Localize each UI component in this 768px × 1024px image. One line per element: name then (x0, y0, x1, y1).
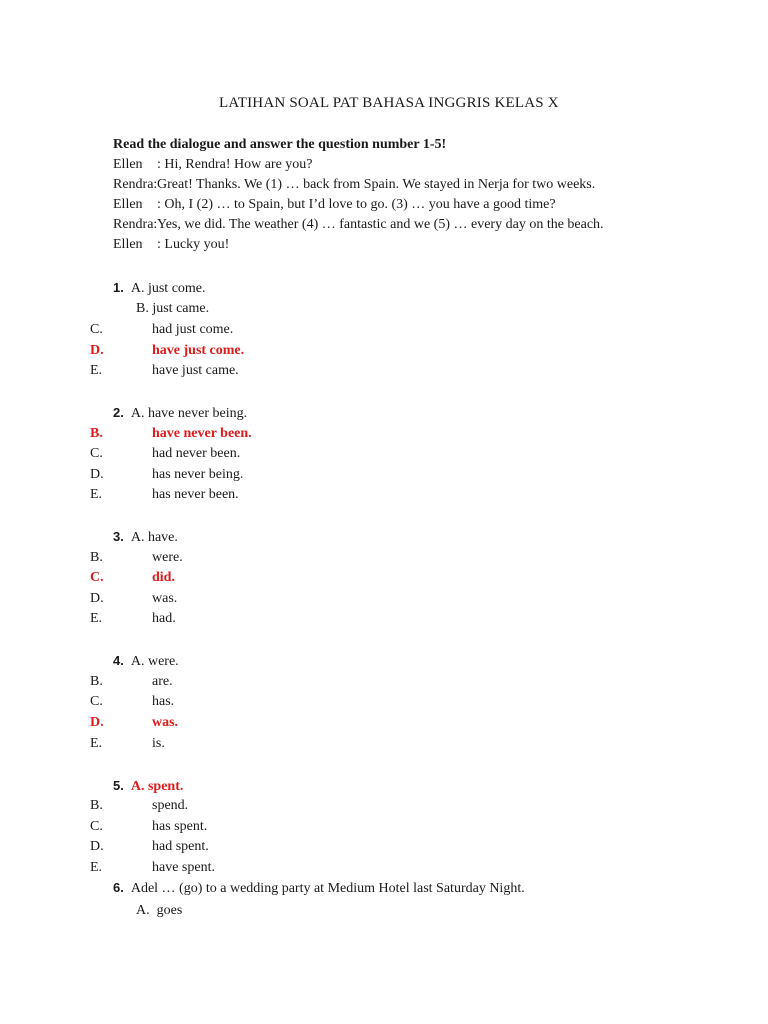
option-letter: B. (90, 798, 103, 813)
option-letter: A. (136, 903, 150, 918)
speaker: Rendra: (113, 177, 158, 192)
question-2 (113, 406, 247, 421)
option-text: is. (152, 736, 165, 751)
line-text: Yes, we did. The weather (4) … fantastic and we (5) … every day on the beach. (157, 217, 604, 232)
option-letter: E. (90, 363, 103, 378)
correct-option-text: did. (152, 570, 175, 585)
option (136, 904, 182, 918)
option-letter: E. (90, 736, 103, 751)
dialogue-line (113, 218, 604, 232)
question-number: 4. (113, 653, 124, 668)
option-letter: B. (136, 301, 149, 316)
dialogue-line (113, 238, 229, 252)
option-text: were. (152, 550, 183, 565)
correct-option-letter: D. (90, 715, 104, 730)
option-letter: D. (90, 839, 104, 854)
option-text: was. (152, 591, 178, 606)
option-text: had spent. (152, 839, 209, 854)
option-letter: A. (130, 530, 145, 545)
question-4 (113, 654, 179, 669)
correct-option-letter: D. (90, 343, 104, 358)
correct-option-letter: A. (130, 779, 145, 794)
speaker: Ellen (113, 197, 143, 212)
dialogue-line (113, 198, 556, 212)
option-text: had never been. (152, 446, 241, 461)
speaker: Ellen (113, 157, 143, 172)
option-text: just came. (152, 301, 210, 316)
line-text: : Lucky you! (157, 237, 230, 252)
question-stem: Adel … (go) to a wedding party at Medium Hotel last Saturday Night. (130, 881, 525, 896)
question-1 (113, 281, 206, 296)
line-text: Great! Thanks. We (1) … back from Spain. We stayed in Nerja for two weeks. (157, 177, 596, 192)
option-text: has spent. (152, 819, 208, 834)
option-text: have. (147, 530, 178, 545)
option-text: just come. (147, 281, 206, 296)
option-text: have never being. (147, 406, 248, 421)
correct-option-text: spent. (147, 779, 184, 794)
option-letter: D. (90, 591, 104, 606)
option-text: have spent. (152, 860, 215, 875)
option-letter: A. (130, 406, 145, 421)
correct-option-letter: C. (90, 570, 104, 585)
option-letter: B. (90, 674, 103, 689)
page-title: LATIHAN SOAL PAT BAHASA INGGRIS KELAS X (219, 95, 559, 111)
option (136, 302, 209, 316)
question-number: 2. (113, 405, 124, 420)
dialogue-line (113, 178, 595, 192)
correct-option-letter: B. (90, 426, 103, 441)
option-letter: A. (130, 654, 145, 669)
dialogue-line (113, 158, 313, 172)
option-text: were. (147, 654, 179, 669)
option-letter: C. (90, 322, 103, 337)
option-text: has never been. (152, 487, 239, 502)
option-letter: E. (90, 487, 103, 502)
option-letter: D. (90, 467, 104, 482)
option-text: goes (156, 903, 183, 918)
option-text: have just came. (152, 363, 239, 378)
option-letter: E. (90, 860, 103, 875)
option-letter: B. (90, 550, 103, 565)
question-number: 6. (113, 880, 124, 895)
option-letter: C. (90, 819, 103, 834)
correct-option-text: have just come. (152, 343, 245, 358)
question-number: 5. (113, 778, 124, 793)
option-letter: A. (130, 281, 145, 296)
speaker: Ellen (113, 237, 143, 252)
option-letter: C. (90, 446, 103, 461)
option-text: has never being. (152, 467, 244, 482)
question-number: 3. (113, 529, 124, 544)
question-6 (113, 881, 525, 896)
option-text: had. (152, 611, 176, 626)
question-5 (113, 779, 183, 794)
option-text: spend. (152, 798, 189, 813)
instruction: Read the dialogue and answer the question number 1-5! (113, 137, 447, 152)
line-text: : Hi, Rendra! How are you? (157, 157, 313, 172)
option-text: had just come. (152, 322, 234, 337)
question-3 (113, 530, 178, 545)
correct-option-text: was. (152, 715, 179, 730)
correct-option-text: have never been. (152, 426, 252, 441)
question-number: 1. (113, 280, 124, 295)
speaker: Rendra: (113, 217, 158, 232)
option-text: are. (152, 674, 173, 689)
option-letter: C. (90, 694, 103, 709)
line-text: : Oh, I (2) … to Spain, but I’d love to go. (3) … you have a good time? (157, 197, 556, 212)
option-text: has. (152, 694, 175, 709)
option-letter: E. (90, 611, 103, 626)
